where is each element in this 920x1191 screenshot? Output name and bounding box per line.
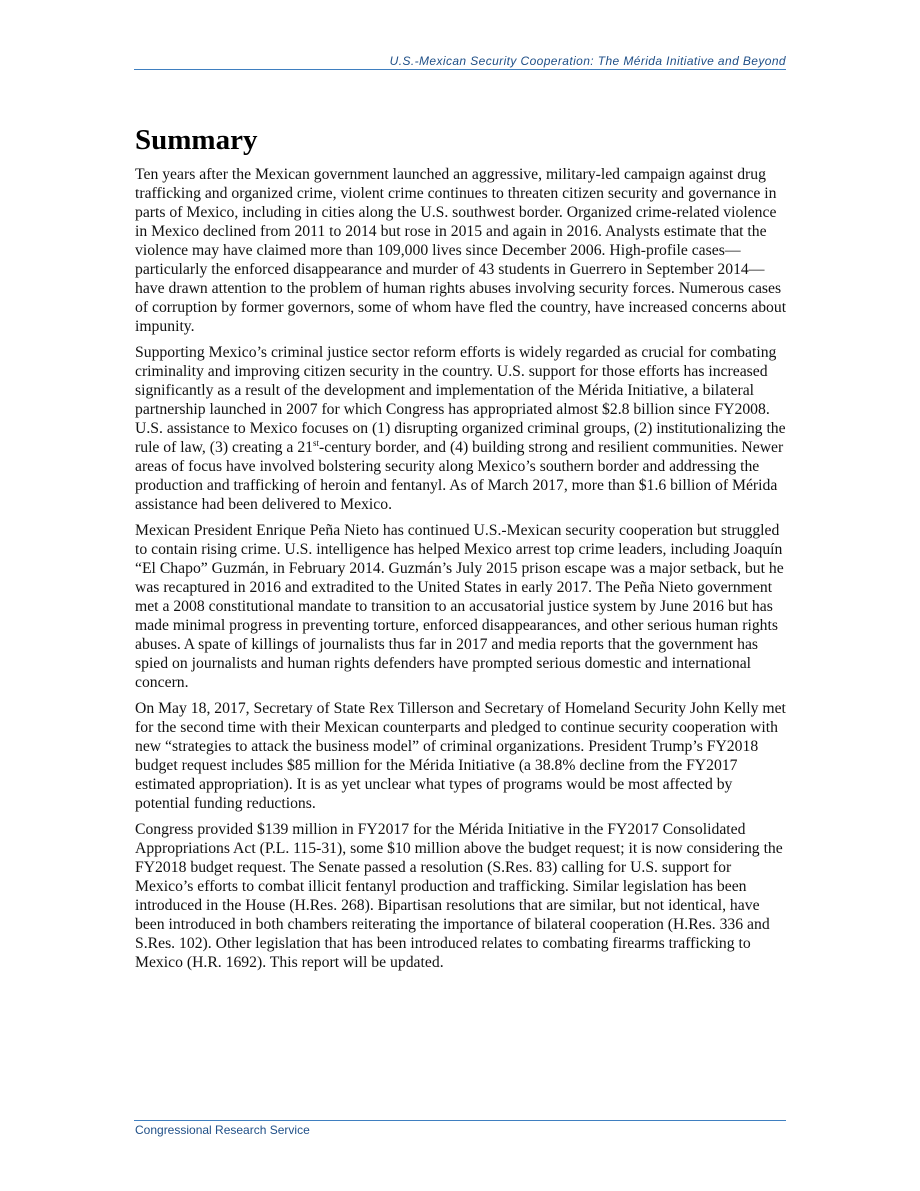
summary-paragraph-1: Ten years after the Mexican government launched an aggressive, military-led campaign against drug trafficking and organized crime, violent crime continues to threaten citizen security and governance in parts of Mexico, including in cities along the U.S. southwest border. Organized crime-related violence in Mexico declined from 2011 to 2014 but rose in 2015 and again in 2016. Analysts estimate that the violence may have claimed more than 109,000 lives since December 2006. High-profile cases—particularly the enforced disappearance and murder of 43 students in Guerrero in September 2014—have drawn attention to the problem of human rights abuses involving security forces. Numerous cases of corruption by former governors, some of whom have fled the country, have increased concerns about impunity.: [135, 166, 787, 335]
summary-paragraph-5: Congress provided $139 million in FY2017 for the Mérida Initiative in the FY2017 Consolidated Appropriations Act (P.L. 115-31), some $10 million above the budget request; it is now considering the FY2018 budget request. The Senate passed a resolution (S.Res. 83) calling for U.S. support for Mexico’s efforts to combat illicit fentanyl production and trafficking. Similar legislation has been introduced in the House (H.Res. 268). Bipartisan resolutions that are similar, but not identical, have been introduced in both chambers reiterating the importance of bilateral cooperation (H.Res. 336 and S.Res. 102). Other legislation that has been introduced relates to combating firearms trafficking to Mexico (H.R. 1692). This report will be updated.: [135, 821, 783, 971]
header-divider: [134, 69, 786, 70]
paragraph-2-text-end: -century border, and (4) building strong and resilient communities. Newer areas of focus have involved bolstering security along Mexico’s southern border and addressing the production and trafficking of heroin and fentanyl. As of March 2017, more than $1.6 billion of Mérida assistance had been delivered to Mexico.: [135, 439, 784, 513]
main-content: [135, 122, 787, 979]
paragraph-2-text-start: Supporting Mexico’s criminal justice sector reform efforts is widely regarded as crucial for combating criminality and improving citizen security in the country. U.S. support for those efforts has increased significantly as a result of the development and implementation of the Mérida Initiative, a bilateral partnership launched in 2007 for which Congress has appropriated almost $2.8 billion since FY2008. U.S. assistance to Mexico focuses on (1) disrupting organized criminal groups, (2) institutionalizing the rule of law, (3) creating a 21: [135, 344, 786, 456]
footer-divider: [134, 1120, 786, 1121]
summary-paragraph-2: [135, 343, 787, 514]
summary-paragraph-4: On May 18, 2017, Secretary of State Rex Tillerson and Secretary of Homeland Security John Kelly met for the second time with their Mexican counterparts and pledged to continue security cooperation with new “strategies to attack the business model” of criminal organizations. President Trump’s FY2018 budget request includes $85 million for the Mérida Initiative (a 38.8% decline from the FY2017 estimated appropriation). It is as yet unclear what types of programs would be most affected by potential funding reductions.: [135, 700, 786, 812]
summary-paragraph-3: Mexican President Enrique Peña Nieto has continued U.S.-Mexican security cooperation but struggled to contain rising crime. U.S. intelligence has helped Mexico arrest top crime leaders, including Joaquín “El Chapo” Guzmán, in February 2014. Guzmán’s July 2015 prison escape was a major setback, but he was recaptured in 2016 and extradited to the United States in early 2017. The Peña Nieto government met a 2008 constitutional mandate to transition to an accusatorial justice system by June 2016 but has made minimal progress in preventing torture, enforced disappearances, and other serious human rights abuses. A spate of killings of journalists thus far in 2017 and media reports that the government has spied on journalists and human rights defenders have prompted serious domestic and international concern.: [135, 522, 784, 691]
footer-publisher: Congressional Research Service: [135, 1123, 310, 1137]
ordinal-superscript: st: [313, 437, 320, 448]
section-heading: Summary: [135, 124, 258, 156]
running-header-title: U.S.-Mexican Security Cooperation: The Mérida Initiative and Beyond: [389, 54, 786, 68]
